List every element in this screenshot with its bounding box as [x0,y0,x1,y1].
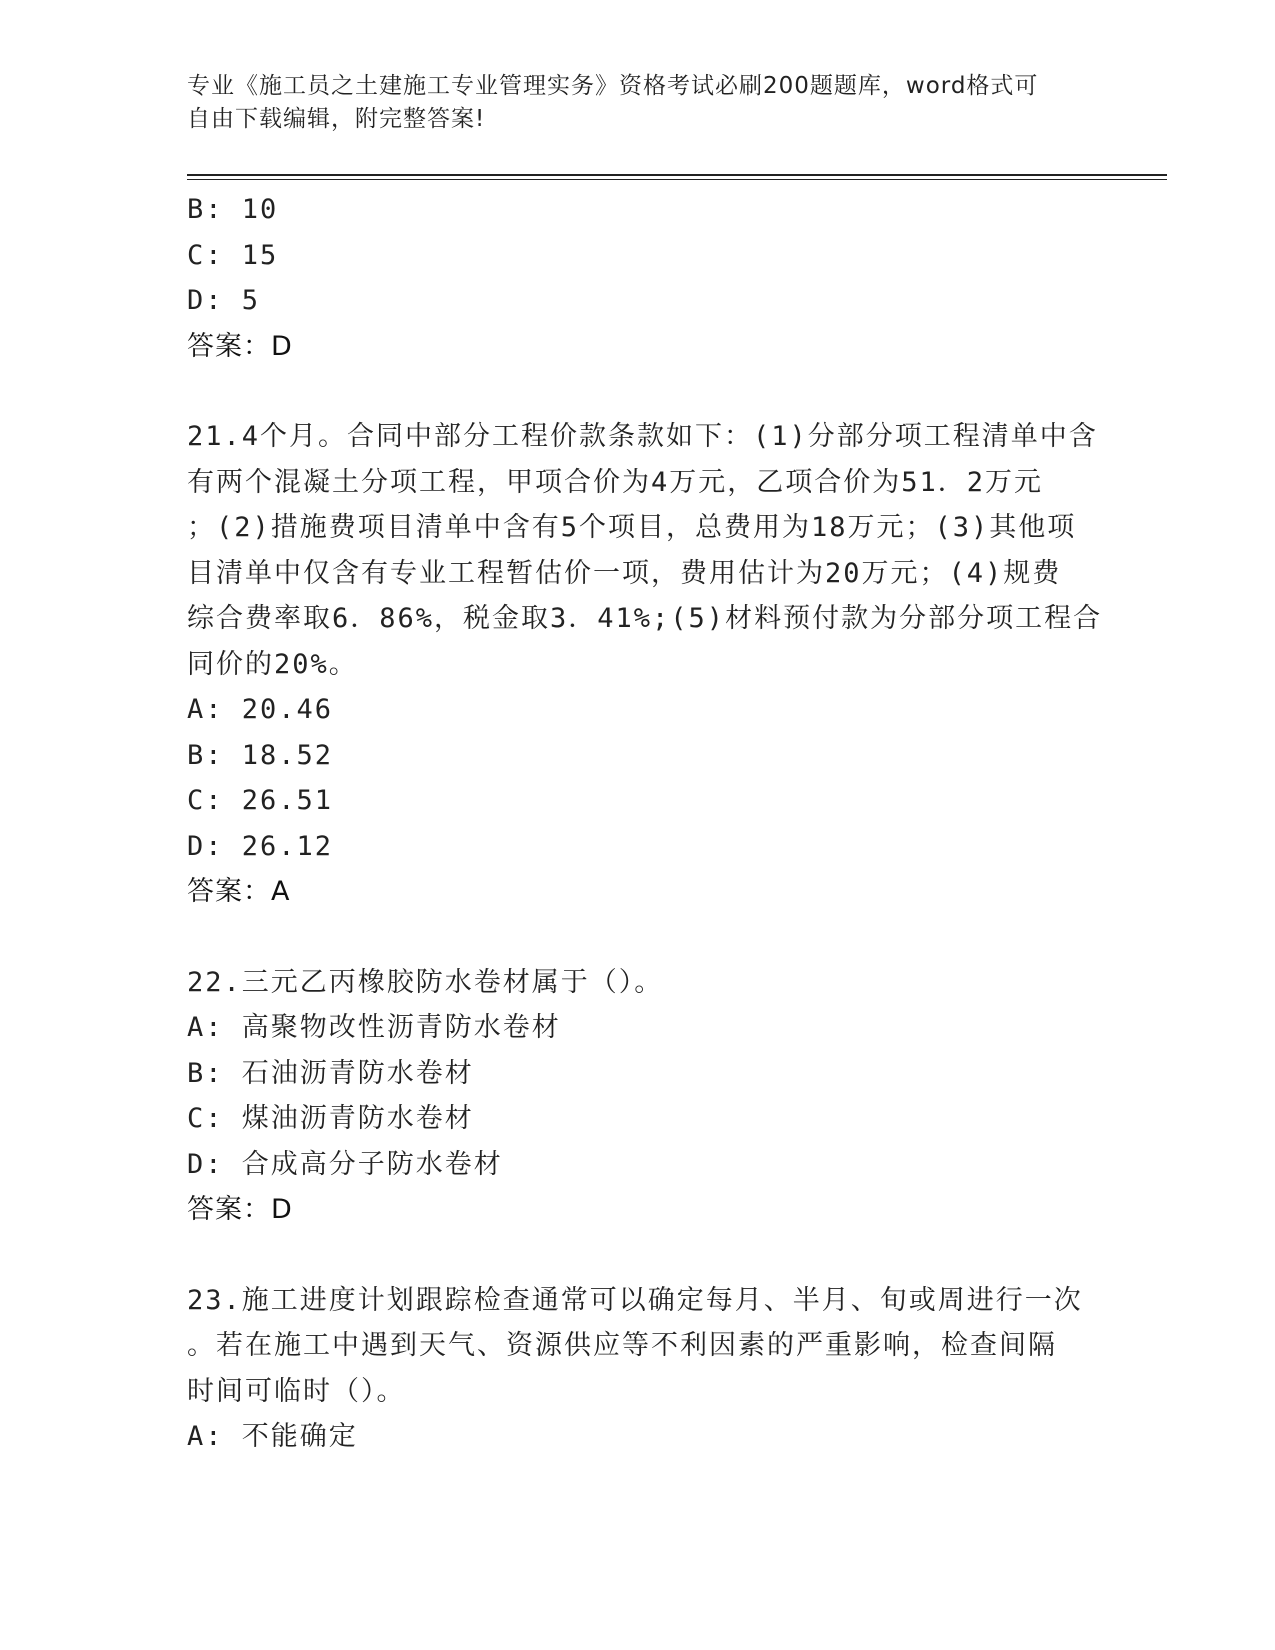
option-b: B: 18.52 [187,739,334,771]
option-b: B: 石油沥青防水卷材 [187,1057,474,1089]
option-c: C: 26.51 [187,785,334,816]
option-c: C: 煤油沥青防水卷材 [187,1103,474,1134]
question-stem-line: 有两个混凝土分项工程，甲项合价为4万元，乙项合价为51．2万元 [187,466,1044,498]
page-header [187,70,1067,136]
question-21 [187,414,1103,915]
question-23 [187,1278,1087,1460]
option-b: B: 10 [187,194,279,225]
question-stem-line: 22.三元乙丙橡胶防水卷材属于（）。 [187,966,664,998]
spacer [187,1233,1167,1278]
question-stem-line: 21.4个月。合同中部分工程价款条款如下：(1)分部分项工程清单中含 [187,421,1098,452]
spacer [187,369,1167,414]
option-d: D: 合成高分子防水卷材 [187,1148,503,1180]
option-a: A: 20.46 [187,694,334,725]
header-divider [187,174,1167,180]
option-c: C: 15 [187,239,279,271]
option-a: A: 高聚物改性沥青防水卷材 [187,1012,561,1043]
answer: 答案：A [187,876,291,907]
option-a: A: 不能确定 [187,1421,358,1452]
question-list [187,187,1167,1460]
question-20-tail [187,187,1167,369]
answer: 答案：D [187,1194,293,1225]
option-d: D: 5 [187,285,261,316]
question-22 [187,960,1087,1233]
question-stem-line: 目清单中仅含有专业工程暂估价一项，费用估计为20万元；(4)规费 [187,557,1062,589]
document-page [187,70,1167,1460]
question-stem-line: 时间可临时（）。 [187,1375,406,1407]
question-stem-line: 23.施工进度计划跟踪检查通常可以确定每月、半月、旬或周进行一次 [187,1284,1083,1316]
answer: 答案：D [187,330,293,362]
option-d: D: 26.12 [187,830,334,862]
question-stem-line: 同价的20%。 [187,648,358,680]
question-stem-line: 。若在施工中遇到天气、资源供应等不利因素的严重影响，检查间隔 [187,1330,1057,1361]
spacer [187,915,1167,960]
header-line-2: 自由下载编辑，附完整答案! [187,106,486,132]
question-stem-line: ；(2)措施费项目清单中含有5个项目，总费用为18万元；(3)其他项 [187,512,1077,543]
question-stem-line: 综合费率取6．86%，税金取3．41%;(5)材料预付款为分部分项工程合 [187,603,1103,634]
header-line-1: 专业《施工员之土建施工专业管理实务》资格考试必刷200题题库，word格式可 [187,73,1039,99]
